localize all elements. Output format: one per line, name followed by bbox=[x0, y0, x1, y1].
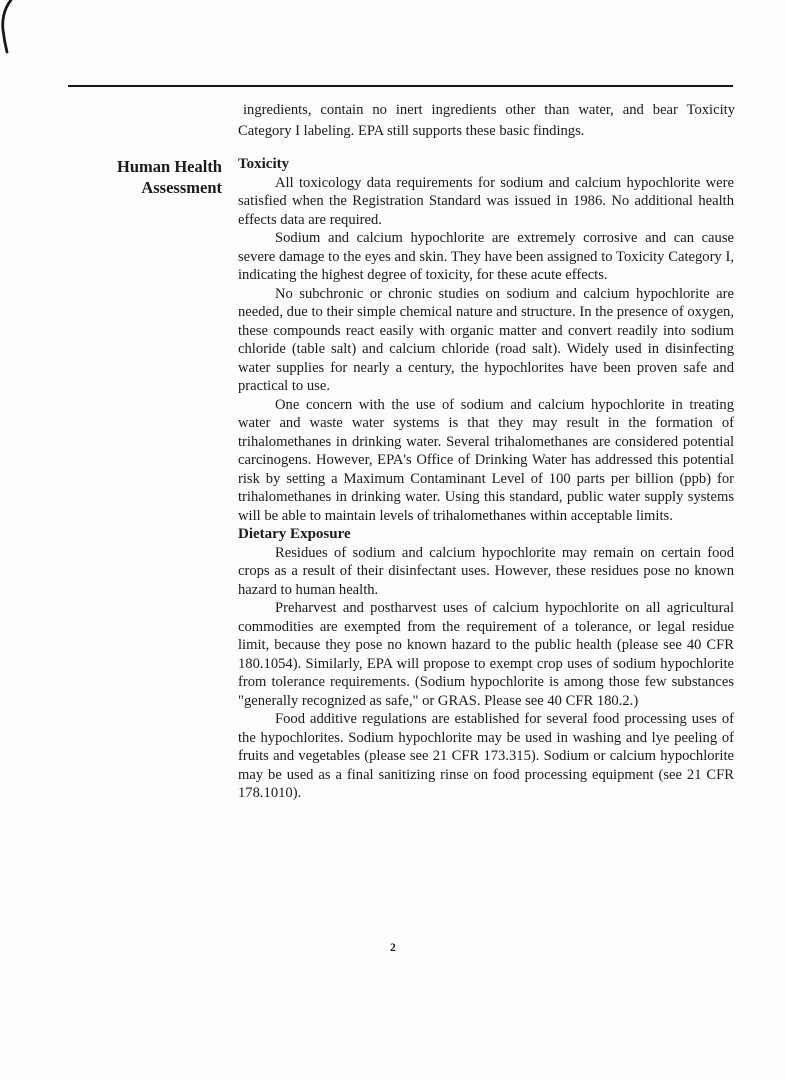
margin-heading-line-1: Human Health bbox=[117, 157, 222, 176]
continued-paragraph: ingredients, contain no inert ingredients other than water, and bear Toxicity Category I labeling. EPA still supports these basic findings. bbox=[238, 102, 735, 139]
section-heading-dietary-exposure: Dietary Exposure bbox=[238, 526, 351, 542]
margin-heading-human-health-assessment bbox=[60, 156, 222, 198]
body-paragraph: Residues of sodium and calcium hypochlorite may remain on certain food crops as a result of their disinfectant uses. However, these residues pose no known hazard to human health. bbox=[238, 544, 734, 598]
page-number: 2 bbox=[390, 942, 397, 954]
body-paragraph: Food additive regulations are established for several food processing uses of the hypochlorites. Sodium hypochlorite may be used in washing and lye peeling of fruits and vegetables (please see 21 CFR 173.315). Sodium or calcium hypochlorite may be used as a final sanitizing rinse on food processing equipment (see 21 CFR 178.1010). bbox=[238, 711, 734, 801]
body-paragraph: Sodium and calcium hypochlorite are extremely corrosive and can cause severe damage to the eyes and skin. They have been assigned to Toxicity Category I, indicating the highest degree of toxicity, for these acute effects. bbox=[238, 230, 734, 283]
horizontal-divider bbox=[68, 85, 733, 87]
body-paragraph: No subchronic or chronic studies on sodium and calcium hypochlorite are needed, due to their simple chemical nature and structure. In the presence of oxygen, these compounds react easily with organic matter and convert readily into sodium chloride (table salt) and calcium chloride (road salt). Widely used in disinfecting water supplies for nearly a century, the hypochlorites have been proven safe and practical to use. bbox=[238, 285, 734, 394]
body-paragraph: All toxicology data requirements for sodium and calcium hypochlorite were satisfied when the Registration Standard was issued in 1986. No additional health effects data are required. bbox=[238, 174, 734, 228]
body-paragraph: One concern with the use of sodium and calcium hypochlorite in treating water and waste water systems is that they may result in the formation of trihalomethanes in drinking water. Several trihalomethanes are considered potential carcinogens. However, EPA's Office of Drinking Water has addressed this potential risk by setting a Maximum Contaminant Level of 100 parts per billion (ppb) for trihalomethanes in drinking water. Using this standard, public water supply systems will be able to maintain levels of trihalomethanes within acceptable limits. bbox=[238, 396, 734, 524]
body-column bbox=[238, 155, 734, 803]
body-paragraph: Preharvest and postharvest uses of calcium hypochlorite on all agricultural commodities are exempted from the requirement of a tolerance, or legal residue limit, because they pose no known hazard to the public health (please see 40 CFR 180.1054). Similarly, EPA will propose to exempt crop uses of sodium hypochlorite from tolerance requirements. (Sodium hypochlorite is among those few substances "generally recognized as safe," or GRAS. Please see 40 CFR 180.2.) bbox=[238, 600, 734, 709]
scan-corner-artifact bbox=[0, 0, 18, 54]
section-heading-toxicity: Toxicity bbox=[238, 156, 290, 172]
margin-heading-line-2: Assessment bbox=[141, 178, 222, 197]
